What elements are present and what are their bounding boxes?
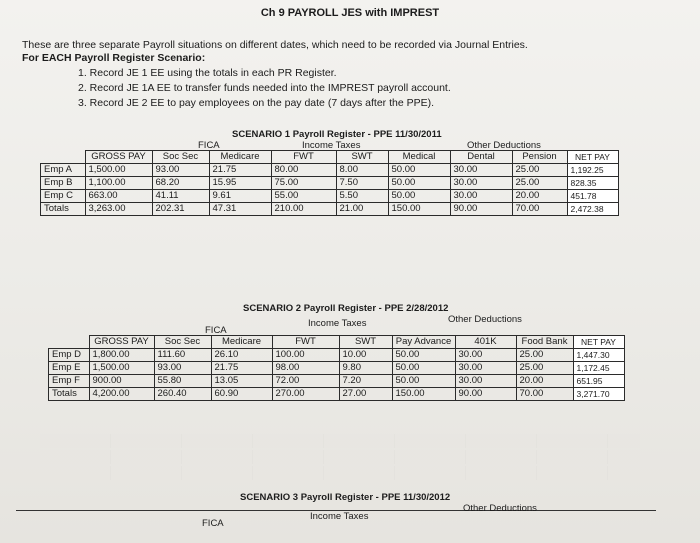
column-header: NET PAY [573, 336, 624, 349]
table-cell: 41.11 [152, 190, 209, 203]
table-cell: 30.00 [455, 375, 516, 388]
column-header: Medicare [211, 336, 272, 349]
column-header: GROSS PAY [85, 151, 152, 164]
row-label: Totals [41, 203, 86, 216]
table-cell: 27.00 [339, 388, 392, 401]
column-header: Medicare [209, 151, 271, 164]
row-label: Emp E [49, 362, 90, 375]
scenario2-fica-label: FICA [205, 325, 227, 336]
table-cell: 21.00 [336, 203, 388, 216]
table-cell: 72.00 [272, 375, 339, 388]
table-cell: 9.61 [209, 190, 271, 203]
table-cell: 150.00 [392, 388, 455, 401]
scenario1-register-table [40, 150, 619, 216]
column-header: NET PAY [567, 151, 618, 164]
table-cell: 98.00 [272, 362, 339, 375]
column-header: Food Bank [516, 336, 573, 349]
table-cell: 451.78 [567, 190, 618, 203]
table-row [49, 375, 625, 388]
page-title: Ch 9 PAYROLL JES with IMPREST [260, 7, 440, 19]
table-cell: 1,500.00 [89, 362, 154, 375]
table-cell: 55.80 [154, 375, 211, 388]
table-cell: 21.75 [209, 164, 271, 177]
instruction-item: 3. Record JE 2 EE to pay employees on the pay date (7 days after the PPE). [78, 97, 435, 109]
table-row [41, 177, 619, 190]
table-cell: 1,100.00 [85, 177, 152, 190]
table-cell: 75.00 [271, 177, 336, 190]
table-cell: 9.80 [339, 362, 392, 375]
table-cell: 30.00 [455, 362, 516, 375]
row-label: Emp B [41, 177, 86, 190]
table-cell: 663.00 [85, 190, 152, 203]
table-cell: 47.31 [209, 203, 271, 216]
table-cell: 25.00 [516, 349, 573, 362]
column-header: SWT [339, 336, 392, 349]
table-cell: 15.95 [209, 177, 271, 190]
table-cell: 26.10 [211, 349, 272, 362]
instruction-item: 1. Record JE 1 EE using the totals in each PR Register. [78, 67, 337, 79]
table-cell: 651.95 [573, 375, 624, 388]
table-row [41, 164, 619, 177]
table-cell: 2,472.38 [567, 203, 618, 216]
table-cell: 90.00 [450, 203, 512, 216]
table-cell: 50.00 [392, 375, 455, 388]
table-cell: 50.00 [388, 164, 450, 177]
table-cell: 20.00 [512, 190, 567, 203]
scenario2-income-taxes-label: Income Taxes [308, 318, 367, 329]
scenario1-other-deductions-label: Other Deductions [467, 140, 541, 151]
column-header: Pension [512, 151, 567, 164]
table-cell: 30.00 [450, 164, 512, 177]
table-cell: 5.50 [336, 190, 388, 203]
table-cell: 1,447.30 [573, 349, 624, 362]
table-cell: 25.00 [516, 362, 573, 375]
table-cell: 68.20 [152, 177, 209, 190]
column-header: 401K [455, 336, 516, 349]
table-cell: 93.00 [152, 164, 209, 177]
table-cell: 70.00 [516, 388, 573, 401]
table-cell: 30.00 [450, 177, 512, 190]
table-cell: 1,800.00 [89, 349, 154, 362]
table-cell: 90.00 [455, 388, 516, 401]
faded-row [40, 450, 640, 464]
table-row [49, 362, 625, 375]
table-cell: 20.00 [516, 375, 573, 388]
column-header: SWT [336, 151, 388, 164]
intro-bold-text: For EACH Payroll Register Scenario: [22, 52, 206, 64]
table-cell: 7.20 [339, 375, 392, 388]
intro-text: These are three separate Payroll situations on different dates, which need to be recorded via Journal Entries. [22, 39, 528, 51]
table-cell: 70.00 [512, 203, 567, 216]
scenario3-title: SCENARIO 3 Payroll Register - PPE 11/30/2012 [240, 492, 451, 503]
table-cell: 60.90 [211, 388, 272, 401]
table-cell: 828.35 [567, 177, 618, 190]
table-header-row [49, 336, 625, 349]
scenario3-income-taxes-label: Income Taxes [310, 511, 369, 522]
row-label: Emp F [49, 375, 90, 388]
table-row [49, 349, 625, 362]
table-cell: 100.00 [272, 349, 339, 362]
table-cell: 10.00 [339, 349, 392, 362]
scenario2-other-deductions-label: Other Deductions [448, 314, 522, 325]
column-header: FWT [271, 151, 336, 164]
table-cell: 1,172.45 [573, 362, 624, 375]
totals-row [41, 203, 619, 216]
table-cell: 93.00 [154, 362, 211, 375]
table-cell: 50.00 [388, 177, 450, 190]
table-cell: 25.00 [512, 164, 567, 177]
column-header: Pay Advance [392, 336, 455, 349]
table-cell: 30.00 [455, 349, 516, 362]
table-cell: 260.40 [154, 388, 211, 401]
table-cell: 80.00 [271, 164, 336, 177]
table-cell: 50.00 [392, 349, 455, 362]
column-header: GROSS PAY [89, 336, 154, 349]
instruction-item: 2. Record JE 1A EE to transfer funds needed into the IMPREST payroll account. [78, 82, 451, 94]
column-header: Dental [450, 151, 512, 164]
table-cell: 210.00 [271, 203, 336, 216]
column-header: Soc Sec [154, 336, 211, 349]
table-cell: 111.60 [154, 349, 211, 362]
table-header-row [41, 151, 619, 164]
column-header: Soc Sec [152, 151, 209, 164]
totals-row [49, 388, 625, 401]
table-cell: 7.50 [336, 177, 388, 190]
table-cell: 4,200.00 [89, 388, 154, 401]
table-cell: 202.31 [152, 203, 209, 216]
scenario1-income-taxes-label: Income Taxes [302, 140, 361, 151]
instruction-list [58, 66, 451, 111]
row-label: Emp A [41, 164, 86, 177]
table-cell: 21.75 [211, 362, 272, 375]
table-cell: 30.00 [450, 190, 512, 203]
scenario2-register-table [48, 335, 625, 401]
scenario1-fica-label: FICA [198, 140, 220, 151]
column-header: Medical [388, 151, 450, 164]
row-label: Totals [49, 388, 90, 401]
table-cell: 1,192.25 [567, 164, 618, 177]
table-cell: 55.00 [271, 190, 336, 203]
scenario1-title: SCENARIO 1 Payroll Register - PPE 11/30/2011 [232, 129, 442, 140]
table-cell: 1,500.00 [85, 164, 152, 177]
table-cell: 50.00 [392, 362, 455, 375]
column-header: FWT [272, 336, 339, 349]
row-label: Emp C [41, 190, 86, 203]
scenario2-title: SCENARIO 2 Payroll Register - PPE 2/28/2012 [243, 303, 449, 314]
faded-row [40, 466, 640, 480]
table-cell: 3,263.00 [85, 203, 152, 216]
table-cell: 270.00 [272, 388, 339, 401]
scenario3-fica-label: FICA [202, 518, 224, 529]
table-cell: 150.00 [388, 203, 450, 216]
table-cell: 50.00 [388, 190, 450, 203]
table-cell: 900.00 [89, 375, 154, 388]
table-row [41, 190, 619, 203]
table-cell: 13.05 [211, 375, 272, 388]
scenario3-other-deductions-label: Other Deductions [463, 503, 537, 514]
faded-row [40, 434, 640, 448]
row-label: Emp D [49, 349, 90, 362]
table-cell: 3,271.70 [573, 388, 624, 401]
table-cell: 25.00 [512, 177, 567, 190]
table-cell: 8.00 [336, 164, 388, 177]
